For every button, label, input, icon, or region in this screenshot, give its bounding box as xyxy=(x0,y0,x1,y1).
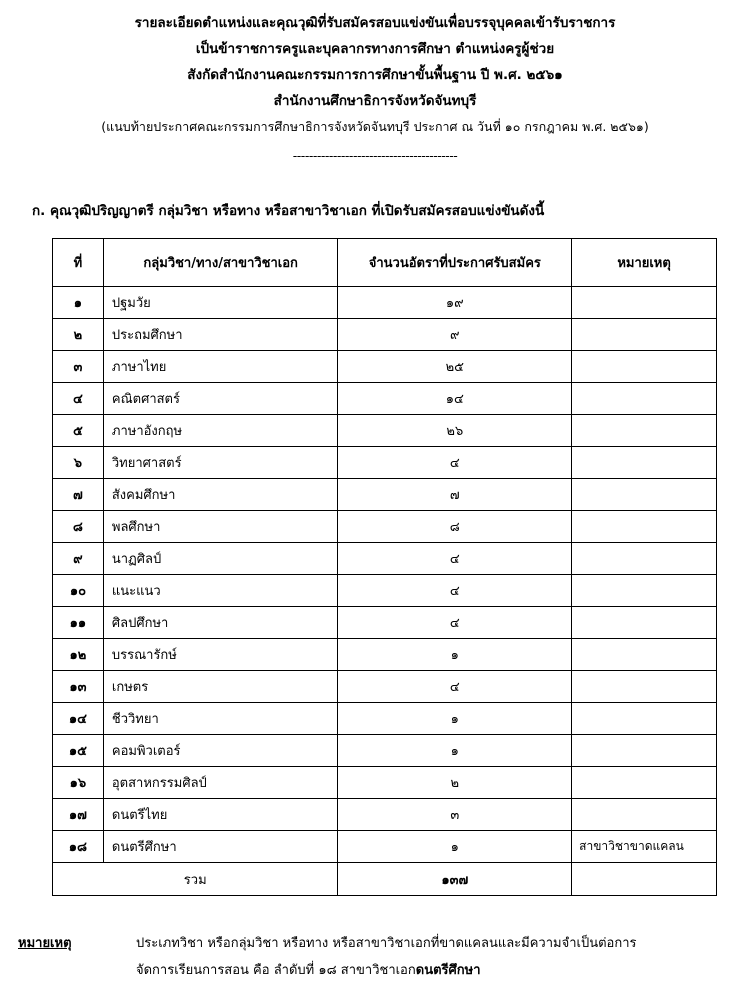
header-line-1: รายละเอียดตำแหน่งและคุณวุฒิที่รับสมัครสอบแข่งขันเพื่อบรรจุบุคคลเข้ารับราชการ xyxy=(134,15,616,31)
table-row xyxy=(53,767,717,799)
row-subject: อุตสาหกรรมศิลป์ xyxy=(103,767,338,799)
row-note xyxy=(572,767,717,799)
table-row xyxy=(53,383,717,415)
row-count: ๔ xyxy=(338,607,572,639)
table-row xyxy=(53,447,717,479)
row-number: ๑๒ xyxy=(53,639,104,671)
row-subject: ภาษาอังกฤษ xyxy=(103,415,338,447)
row-number: ๑ xyxy=(53,287,104,319)
header-subline: (แนบท้ายประกาศคณะกรรมการศึกษาธิการจังหวัดจันทบุรี ประกาศ ณ วันที่ ๑๐ กรกฎาคม พ.ศ. ๒๕๖๑) xyxy=(101,119,649,134)
total-value: ๑๓๗ xyxy=(338,863,572,896)
row-number: ๑๔ xyxy=(53,703,104,735)
row-count: ๑๙ xyxy=(338,287,572,319)
row-subject: เกษตร xyxy=(103,671,338,703)
row-number: ๗ xyxy=(53,479,104,511)
table-row xyxy=(53,607,717,639)
row-note: สาขาวิชาขาดแคลน xyxy=(572,831,717,863)
table-row xyxy=(53,735,717,767)
row-count: ๑ xyxy=(338,735,572,767)
row-note xyxy=(572,447,717,479)
row-note xyxy=(572,319,717,351)
header-line-2: เป็นข้าราชการครูและบุคลากรทางการศึกษา ตำแหน่งครูผู้ช่วย xyxy=(195,41,555,57)
row-number: ๑๓ xyxy=(53,671,104,703)
row-note xyxy=(572,383,717,415)
remark-line-2-text: จัดการเรียนการสอน คือ ลำดับที่ ๑๘ สาขาวิชาเอก xyxy=(136,963,416,978)
table-header-row xyxy=(53,239,717,287)
table-row xyxy=(53,415,717,447)
table-row xyxy=(53,639,717,671)
row-count: ๘ xyxy=(338,511,572,543)
row-note xyxy=(572,607,717,639)
column-header-count: จำนวนอัตราที่ประกาศรับสมัคร xyxy=(338,239,572,287)
row-note xyxy=(572,287,717,319)
row-number: ๑๖ xyxy=(53,767,104,799)
header-line-3: สังกัดสำนักงานคณะกรรมการการศึกษาขั้นพื้นฐาน ปี พ.ศ. ๒๕๖๑ xyxy=(187,67,563,83)
row-number: ๑๑ xyxy=(53,607,104,639)
row-subject: พลศึกษา xyxy=(103,511,338,543)
row-count: ๔ xyxy=(338,575,572,607)
row-number: ๑๐ xyxy=(53,575,104,607)
section-title: ก. คุณวุฒิปริญญาตรี กลุ่มวิชา หรือทาง หรือสาขาวิชาเอก ที่เปิดรับสมัครสอบแข่งขันดังนี้ xyxy=(32,203,545,219)
row-number: ๕ xyxy=(53,415,104,447)
row-number: ๑๗ xyxy=(53,799,104,831)
table-row xyxy=(53,351,717,383)
remark-line-2-emphasis: ดนตรีศึกษา xyxy=(415,963,481,978)
row-count: ๔ xyxy=(338,671,572,703)
row-number: ๓ xyxy=(53,351,104,383)
column-header-no: ที่ xyxy=(53,239,104,287)
column-header-note: หมายเหตุ xyxy=(572,239,717,287)
table-row xyxy=(53,831,717,863)
document-header xyxy=(0,10,750,168)
row-note xyxy=(572,511,717,543)
table-total-row xyxy=(53,863,717,896)
row-number: ๖ xyxy=(53,447,104,479)
row-count: ๓ xyxy=(338,799,572,831)
row-subject: ดนตรีศึกษา xyxy=(103,831,338,863)
row-count: ๗ xyxy=(338,479,572,511)
total-note-cell xyxy=(572,863,717,896)
row-note xyxy=(572,351,717,383)
row-note xyxy=(572,543,717,575)
row-note xyxy=(572,735,717,767)
row-count: ๑ xyxy=(338,831,572,863)
total-label: รวม xyxy=(53,863,338,896)
header-line-4: สำนักงานศึกษาธิการจังหวัดจันทบุรี xyxy=(273,93,477,109)
row-subject: สังคมศึกษา xyxy=(103,479,338,511)
row-subject: ดนตรีไทย xyxy=(103,799,338,831)
row-note xyxy=(572,575,717,607)
row-note xyxy=(572,799,717,831)
row-count: ๒๕ xyxy=(338,351,572,383)
table-row xyxy=(53,703,717,735)
remark-line-2 xyxy=(136,958,481,984)
table-row xyxy=(53,575,717,607)
row-count: ๔ xyxy=(338,543,572,575)
row-subject: คณิตศาสตร์ xyxy=(103,383,338,415)
table-row xyxy=(53,799,717,831)
table-row xyxy=(53,543,717,575)
row-subject: ภาษาไทย xyxy=(103,351,338,383)
row-note xyxy=(572,479,717,511)
row-number: ๒ xyxy=(53,319,104,351)
table-row xyxy=(53,671,717,703)
row-number: ๙ xyxy=(53,543,104,575)
row-note xyxy=(572,415,717,447)
row-subject: วิทยาศาสตร์ xyxy=(103,447,338,479)
row-count: ๙ xyxy=(338,319,572,351)
row-subject: บรรณารักษ์ xyxy=(103,639,338,671)
table-row xyxy=(53,319,717,351)
header-divider: ----------------------------------------- xyxy=(292,148,458,163)
row-count: ๒๖ xyxy=(338,415,572,447)
row-subject: คอมพิวเตอร์ xyxy=(103,735,338,767)
row-note xyxy=(572,671,717,703)
row-count: ๒ xyxy=(338,767,572,799)
row-number: ๑๕ xyxy=(53,735,104,767)
row-count: ๔ xyxy=(338,447,572,479)
row-number: ๑๘ xyxy=(53,831,104,863)
row-note xyxy=(572,703,717,735)
row-note xyxy=(572,639,717,671)
remark-line-1: ประเภทวิชา หรือกลุ่มวิชา หรือทาง หรือสาขาวิชาเอกที่ขาดแคลนและมีความจำเป็นต่อการ xyxy=(136,936,637,951)
row-subject: ศิลปศึกษา xyxy=(103,607,338,639)
row-subject: นาฏศิลป์ xyxy=(103,543,338,575)
row-subject: ชีววิทยา xyxy=(103,703,338,735)
row-count: ๑ xyxy=(338,639,572,671)
row-count: ๑๔ xyxy=(338,383,572,415)
row-subject: ประถมศึกษา xyxy=(103,319,338,351)
row-subject: ปฐมวัย xyxy=(103,287,338,319)
table-row xyxy=(53,479,717,511)
row-subject: แนะแนว xyxy=(103,575,338,607)
remark-label: หมายเหตุ xyxy=(18,936,72,951)
row-count: ๑ xyxy=(338,703,572,735)
table-row xyxy=(53,511,717,543)
column-header-subject: กลุ่มวิชา/ทาง/สาขาวิชาเอก xyxy=(103,239,338,287)
table-row xyxy=(53,287,717,319)
row-number: ๘ xyxy=(53,511,104,543)
row-number: ๔ xyxy=(53,383,104,415)
positions-table xyxy=(52,238,717,896)
